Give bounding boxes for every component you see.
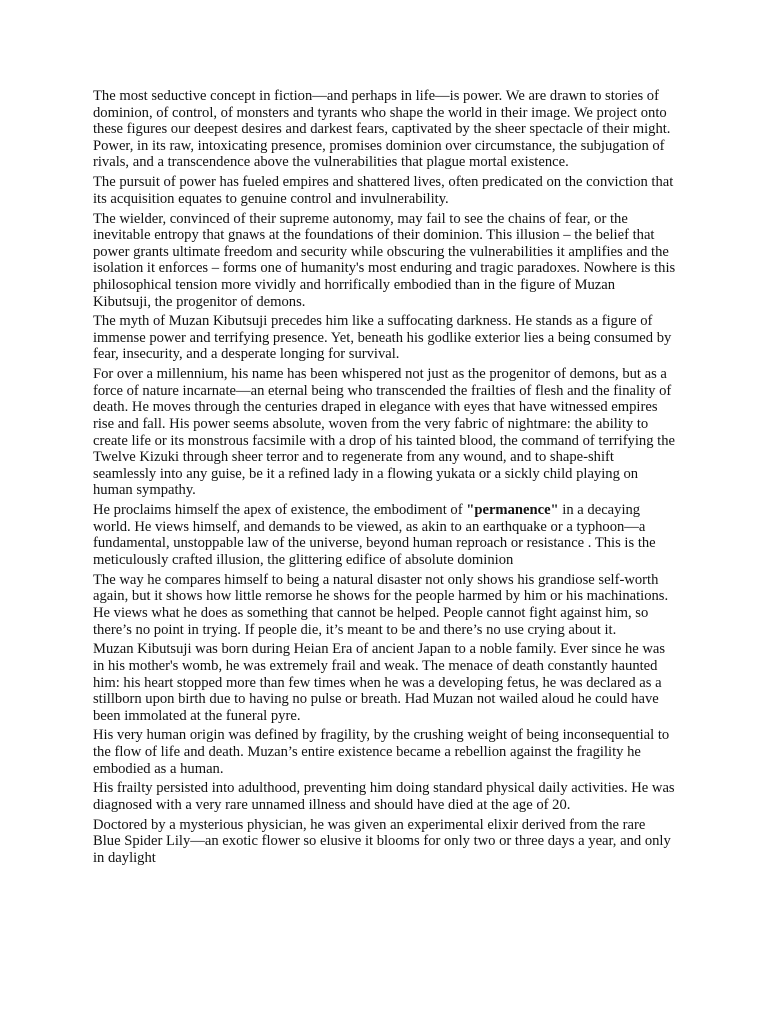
paragraph: The wielder, convinced of their supreme autonomy, may fail to see the chains of fear, or the inevitable entropy that gnaws at the foundations of their dominion. This illusion – the belief that power grants ultimate freedom and security while obscuring the vulnerabilities it amplifies and the isolation it enforces – forms one of humanity's most enduring and tragic paradoxes. Nowhere is this philosophical tension more vividly and horrifically embodied than in the figure of Muzan Kibutsuji, the progenitor of demons. [93,210,676,310]
paragraph: His very human origin was defined by fragility, by the crushing weight of being inconsequential to the flow of life and death. Muzan’s entire existence became a rebellion against the fragility he embodied as a human. [93,727,670,777]
paragraph-permanence [93,502,676,568]
paragraph: For over a millennium, his name has been whispered not just as the progenitor of demons, but as a force of nature incarnate—an eternal being who transcended the frailties of flesh and the finality of death. He moves through the centuries draped in elegance with eyes that have witnessed empires rise and fall. His power seems absolute, woven from the very fabric of nightmare: the ability to create life or its monstrous facsimile with a drop of his tainted blood, the command of terrifying the Twelve Kizuki through sheer terror and to regenerate from any wound, and to shape-shift seamlessly into any guise, be it a refined lady in a flowing yukata or a sickly child playing on human sympathy. [93,366,675,499]
paragraph-text: He proclaims himself the apex of existence, the embodiment of [93,502,467,519]
paragraph: The most seductive concept in fiction—and perhaps in life—is power. We are drawn to stories of dominion, of control, of monsters and tyrants who shape the world in their image. We project onto these figures our deepest desires and darkest fears, captivated by the sheer spectacle of their might. Power, in its raw, intoxicating presence, promises dominion over circumstance, the subjugation of rivals, and a transcendence above the vulnerabilities that plague mortal existence. [93,88,671,171]
paragraph: The myth of Muzan Kibutsuji precedes him like a suffocating darkness. He stands as a figure of immense power and terrifying presence. Yet, beneath his godlike exterior lies a being consumed by fear, insecurity, and a desperate longing for survival. [93,313,672,363]
document-page [93,88,676,870]
paragraph: Muzan Kibutsuji was born during Heian Era of ancient Japan to a noble family. Ever since he was in his mother's womb, he was extremely frail and weak. The menace of death constantly haunted him: his heart stopped more than few times when he was a developing fetus, he was declared as a stillborn upon birth due to having no pulse or breath. Had Muzan not wailed aloud he could have been immolated at the funeral pyre. [93,641,666,724]
bold-term: "permanence" [466,502,559,519]
paragraph: The pursuit of power has fueled empires and shattered lives, often predicated on the conviction that its acquisition equates to genuine control and invulnerability. [93,174,674,207]
paragraph: His frailty persisted into adulthood, preventing him doing standard physical daily activities. He was diagnosed with a very rare unnamed illness and should have died at the age of 20. [93,780,675,814]
paragraph: The way he compares himself to being a natural disaster not only shows his grandiose self-worth again, but it shows how little remorse he shows for the people harmed by him or his machinations. He views what he does as something that cannot be helped. People cannot fight against him, so there’s no point in trying. If people die, it’s meant to be and there’s no use crying about it. [93,571,669,638]
paragraph-text: in a decaying world. He views himself, and demands to be viewed, as akin to an earthquake or a typhoon—a fundamental, unstoppable law of the universe, beyond human reproach or resistance . This is the meticulously crafted illusion, the glittering edifice of absolute dominion [93,502,656,568]
paragraph: Doctored by a mysterious physician, he was given an experimental elixir derived from the rare Blue Spider Lily—an exotic flower so elusive it blooms for only two or three days a year, and only in daylight [93,816,671,866]
